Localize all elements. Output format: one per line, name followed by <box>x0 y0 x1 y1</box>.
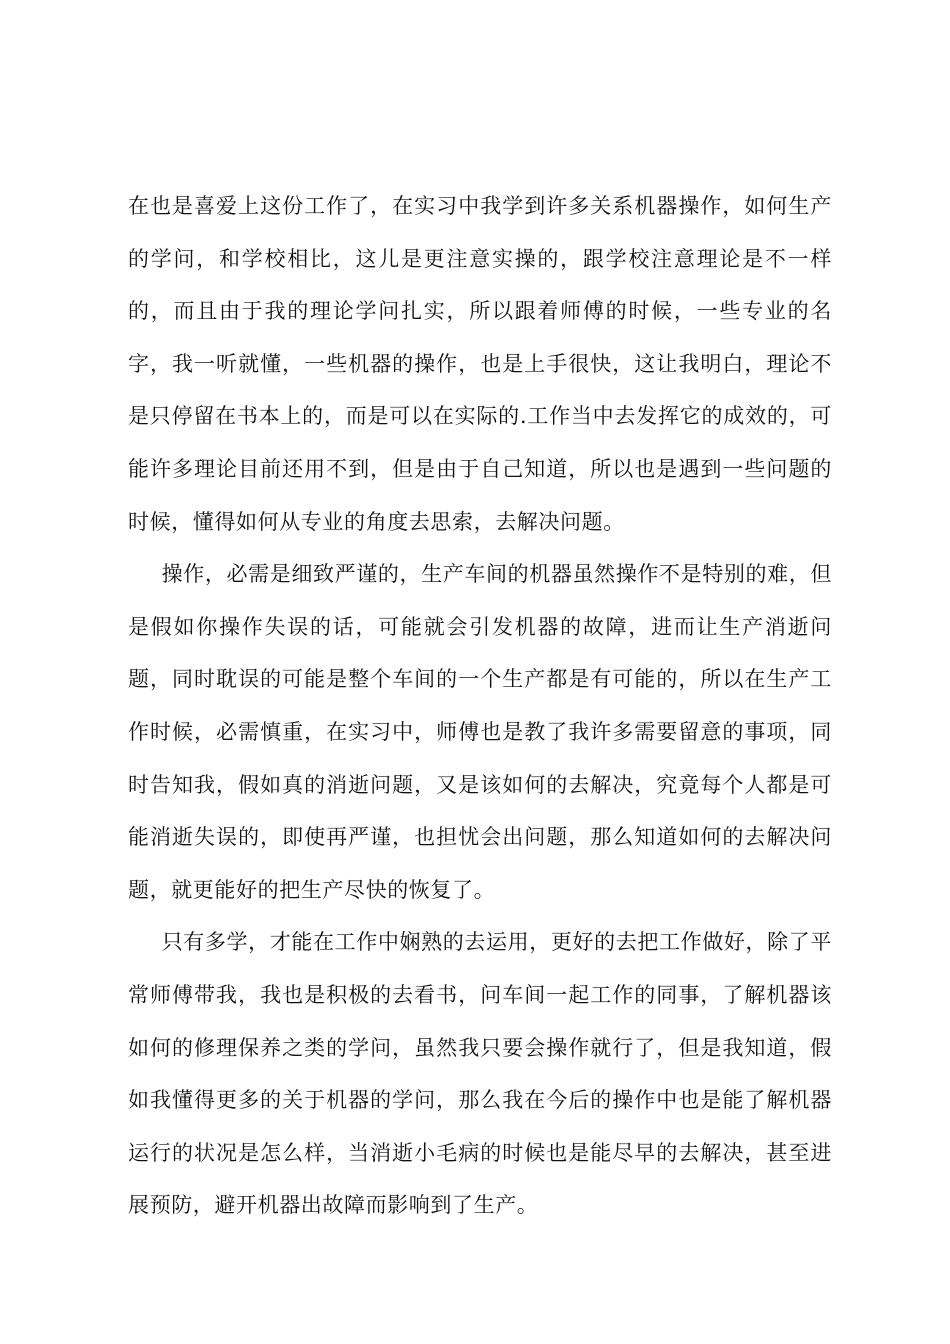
paragraph-1: 在也是喜爱上这份工作了，在实习中我学到许多关系机器操作，如何生产的学问，和学校相比，这儿是更注意实操的，跟学校注意理论是不一样的，而且由于我的理论学问扎实，所以跟着师傅的时候，一些专业的名字，我一听就懂，一些机器的操作，也是上手很快，这让我明白，理论不是只停留在书本上的，而是可以在实际的.工作当中去发挥它的成效的，可能许多理论目前还用不到，但是由于自己知道，所以也是遇到一些问题的时候，懂得如何从专业的角度去思索，去解决问题。 <box>128 194 832 534</box>
paragraph-3: 只有多学，才能在工作中娴熟的去运用，更好的去把工作做好，除了平常师傅带我，我也是积极的去看书，问车间一起工作的同事，了解机器该如何的修理保养之类的学问，虽然我只要会操作就行了，但是我知道，假如我懂得更多的关于机器的学问，那么我在今后的操作中也是能了解机器运行的状况是怎么样，当消逝小毛病的时候也是能尽早的去解决，甚至进展预防，避开机器出故障而影响到了生产。 <box>128 930 832 1218</box>
paragraph-2: 操作，必需是细致严谨的，生产车间的机器虽然操作不是特别的难，但是假如你操作失误的话，可能就会引发机器的故障，进而让生产消逝问题，同时耽误的可能是整个车间的一个生产都是有可能的，所以在生产工作时候，必需慎重，在实习中，师傅也是教了我许多需要留意的事项，同时告知我，假如真的消逝问题，又是该如何的去解决，究竟每个人都是可能消逝失误的，即使再严谨，也担忧会出问题，那么知道如何的去解决问题，就更能好的把生产尽快的恢复了。 <box>128 562 832 902</box>
document-body <box>128 180 832 1232</box>
